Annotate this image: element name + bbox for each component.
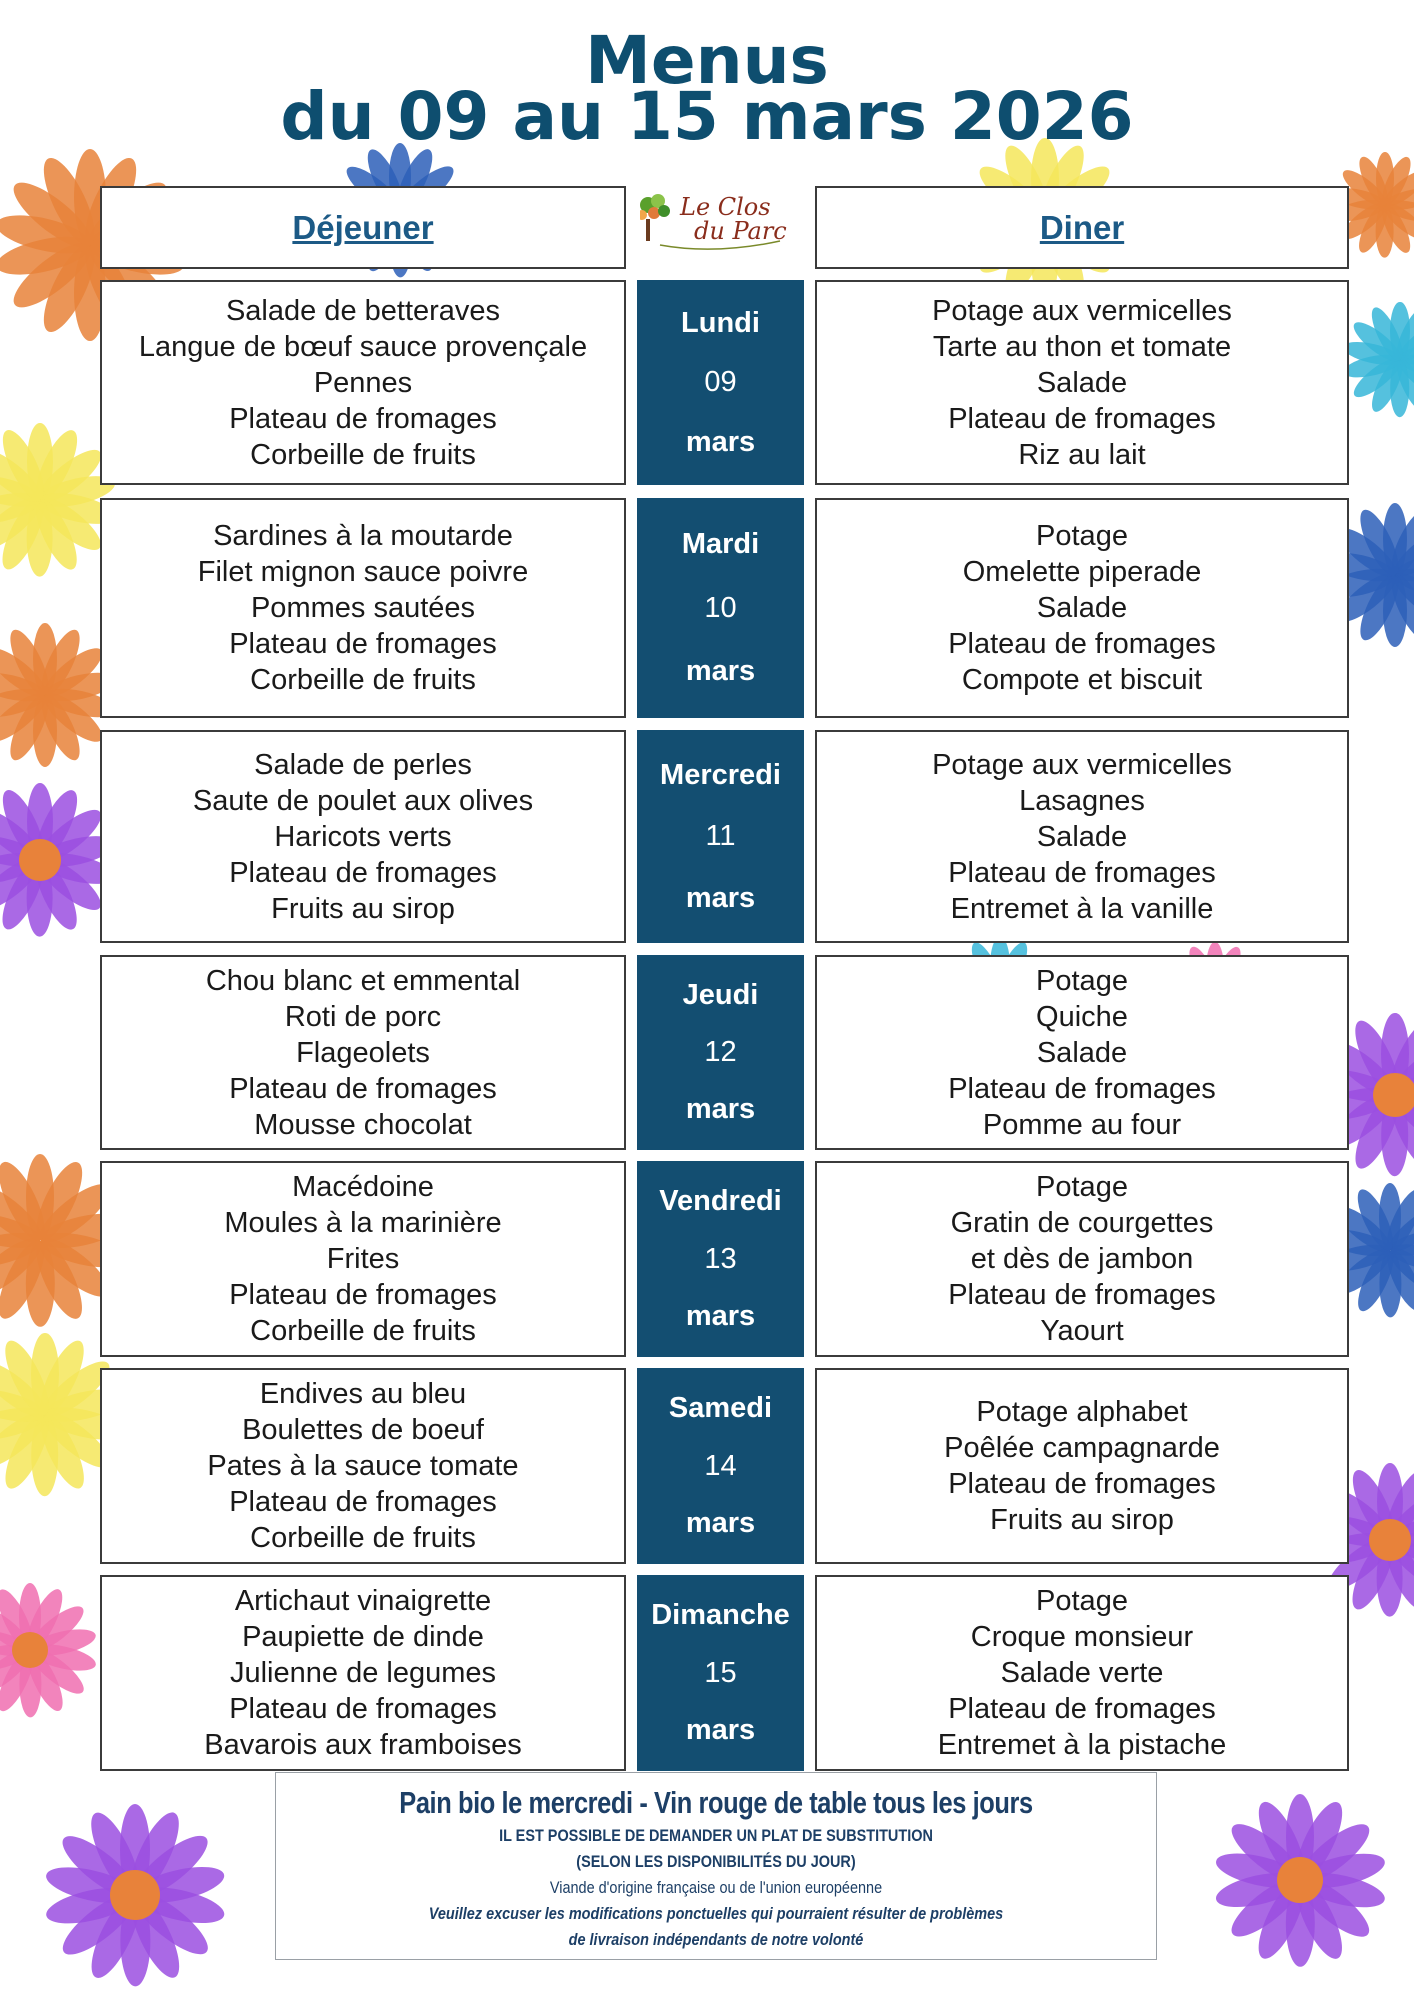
menu-item: Entremet à la pistache	[937, 1729, 1227, 1761]
menu-item: Potage	[1036, 964, 1128, 997]
menu-item: Potage alphabet	[976, 1396, 1188, 1428]
menu-item: Boulettes de boeuf	[242, 1414, 484, 1446]
lunch-menu-samedi	[100, 1368, 626, 1564]
menu-item: et dès de jambon	[970, 1243, 1194, 1275]
menu-item: Plateau de fromages	[948, 1693, 1216, 1725]
logo-text	[680, 195, 787, 243]
menu-item: Plateau de fromages	[229, 856, 497, 889]
footer-apology-2: de livraison indépendants de notre volonté	[568, 1930, 864, 1949]
menu-item: Paupiette de dinde	[242, 1621, 484, 1653]
footer-origin: Viande d'origine française ou de l'union européenne	[549, 1878, 883, 1897]
menu-item: Plateau de fromages	[229, 1279, 497, 1311]
lunch-menu-dimanche	[100, 1575, 626, 1771]
menu-item: Langue de bœuf sauce provençale	[138, 330, 588, 363]
day-month: mars	[685, 881, 756, 914]
day-name: Dimanche	[651, 1599, 790, 1632]
menu-item: Plateau de fromages	[229, 1486, 497, 1518]
flower-decoration-icon	[1210, 1790, 1390, 1970]
menu-item: Pates à la sauce tomate	[207, 1450, 519, 1482]
menu-item: Frites	[326, 1243, 400, 1275]
menu-item: Sardines à la moutarde	[213, 520, 513, 552]
menu-item: Haricots verts	[274, 820, 452, 853]
menu-item: Plateau de fromages	[948, 1279, 1216, 1311]
dinner-menu-jeudi	[815, 955, 1349, 1150]
menu-item: Flageolets	[296, 1036, 430, 1069]
menu-item: Omelette piperade	[962, 556, 1202, 588]
day-label-mardi	[637, 498, 804, 718]
menu-item: Yaourt	[1040, 1315, 1124, 1347]
menu-item: Gratin de courgettes	[950, 1207, 1214, 1239]
day-month: mars	[685, 1713, 756, 1746]
day-label-mercredi	[637, 730, 804, 943]
menu-item: Macédoine	[292, 1171, 434, 1203]
menu-item: Corbeille de fruits	[250, 664, 476, 696]
day-name: Lundi	[681, 306, 760, 339]
menu-item: Potage aux vermicelles	[932, 748, 1232, 781]
menu-item: Filet mignon sauce poivre	[197, 556, 529, 588]
menu-item: Croque monsieur	[970, 1621, 1194, 1653]
menu-item: Poêlée campagnarde	[944, 1432, 1220, 1464]
logo-line-2: du Parc	[694, 217, 787, 245]
menu-item: Salade	[1036, 592, 1128, 624]
menu-item: Plateau de fromages	[229, 628, 497, 660]
menu-item: Plateau de fromages	[948, 628, 1216, 660]
day-label-lundi	[637, 280, 804, 485]
menu-item: Salade	[1036, 820, 1128, 853]
menu-item: Quiche	[1036, 1000, 1128, 1033]
menu-item: Compote et biscuit	[961, 664, 1203, 696]
dinner-menu-samedi	[815, 1368, 1349, 1564]
dinner-menu-mardi	[815, 498, 1349, 718]
day-label-jeudi	[637, 955, 804, 1150]
page-title: Menus	[585, 22, 829, 99]
menu-item: Corbeille de fruits	[250, 1522, 476, 1554]
menu-item: Tarte au thon et tomate	[932, 330, 1232, 363]
menu-item: Lasagnes	[1019, 784, 1145, 817]
menu-item: Mousse chocolat	[254, 1108, 472, 1141]
day-name: Mardi	[681, 528, 760, 561]
day-number: 14	[704, 1449, 737, 1482]
menu-item: Artichaut vinaigrette	[234, 1585, 492, 1617]
menu-item: Salade verte	[1000, 1657, 1164, 1689]
menu-item: Potage	[1036, 1171, 1128, 1203]
day-number: 12	[704, 1036, 737, 1068]
menu-item: Salade	[1036, 1036, 1128, 1069]
menu-item: Potage aux vermicelles	[932, 294, 1232, 327]
menu-item: Saute de poulet aux olives	[192, 784, 534, 817]
menu-item: Fruits au sirop	[271, 892, 455, 925]
flower-decoration-icon	[40, 1800, 230, 1990]
day-number: 09	[704, 366, 737, 398]
page-subtitle-dates: du 09 au 15 mars 2026	[280, 78, 1134, 155]
footer-headline: Pain bio le mercredi - Vin rouge de table tous les jours	[399, 1785, 1033, 1820]
flower-decoration-icon	[1340, 300, 1414, 420]
day-number: 11	[705, 820, 736, 852]
day-label-samedi	[637, 1368, 804, 1564]
menu-item: Plateau de fromages	[229, 1693, 497, 1725]
menu-item: Moules à la marinière	[224, 1207, 502, 1239]
menu-item: Salade de betteraves	[225, 294, 501, 327]
day-month: mars	[685, 654, 756, 687]
menu-item: Riz au lait	[1018, 438, 1146, 471]
lunch-menu-mercredi	[100, 730, 626, 943]
lunch-menu-vendredi	[100, 1161, 626, 1357]
lunch-header	[100, 186, 626, 269]
dinner-menu-lundi	[815, 280, 1349, 485]
footer-availability: (SELON LES DISPONIBILITÉS DU JOUR)	[576, 1852, 856, 1871]
day-number: 10	[704, 591, 737, 624]
footer-substitution: IL EST POSSIBLE DE DEMANDER UN PLAT DE SUBSTITUTION	[499, 1826, 933, 1845]
menu-item: Salade de perles	[254, 748, 472, 781]
menu-item: Entremet à la vanille	[950, 892, 1214, 925]
menu-item: Potage	[1036, 1585, 1128, 1617]
day-label-vendredi	[637, 1161, 804, 1357]
menu-item: Corbeille de fruits	[250, 438, 476, 471]
dinner-header-label[interactable]: Diner	[1039, 208, 1125, 246]
logo-line-1: Le Clos	[680, 193, 771, 221]
dinner-header	[815, 186, 1349, 269]
menu-item: Pommes sautées	[250, 592, 476, 624]
day-number: 13	[704, 1242, 737, 1275]
menu-item: Endives au bleu	[259, 1378, 467, 1410]
lunch-header-label[interactable]: Déjeuner	[292, 208, 434, 246]
dinner-menu-mercredi	[815, 730, 1349, 943]
menu-item: Plateau de fromages	[229, 1072, 497, 1105]
day-name: Samedi	[668, 1392, 773, 1425]
lunch-menu-mardi	[100, 498, 626, 718]
menu-item: Pennes	[313, 366, 413, 399]
menu-item: Corbeille de fruits	[250, 1315, 476, 1347]
menu-item: Pomme au four	[982, 1108, 1182, 1141]
day-name: Vendredi	[659, 1185, 782, 1218]
menu-item: Plateau de fromages	[948, 856, 1216, 889]
menu-item: Plateau de fromages	[229, 402, 497, 435]
menu-item: Fruits au sirop	[990, 1504, 1174, 1536]
day-month: mars	[685, 1299, 756, 1332]
lunch-menu-jeudi	[100, 955, 626, 1150]
menu-item: Julienne de legumes	[229, 1657, 496, 1689]
lunch-menu-lundi	[100, 280, 626, 485]
day-label-dimanche	[637, 1575, 804, 1771]
flower-decoration-icon	[0, 1580, 100, 1720]
menu-item: Chou blanc et emmental	[205, 964, 521, 997]
menu-item: Plateau de fromages	[948, 1468, 1216, 1500]
menu-item: Potage	[1036, 520, 1128, 552]
day-month: mars	[685, 1093, 756, 1125]
day-month: mars	[685, 1506, 756, 1539]
dinner-menu-vendredi	[815, 1161, 1349, 1357]
dinner-menu-dimanche	[815, 1575, 1349, 1771]
footer-notes	[275, 1772, 1157, 1960]
menu-item: Bavarois aux framboises	[204, 1729, 522, 1761]
menu-item: Salade	[1036, 366, 1128, 399]
footer-apology-1: Veuillez excuser les modifications ponctuelles qui pourraient résulter de problèmes	[428, 1904, 1004, 1923]
day-name: Jeudi	[682, 979, 759, 1011]
day-month: mars	[685, 425, 756, 458]
menu-item: Plateau de fromages	[948, 402, 1216, 435]
menu-item: Plateau de fromages	[948, 1072, 1216, 1105]
day-number: 15	[704, 1656, 737, 1689]
day-name: Mercredi	[660, 758, 781, 791]
menu-item: Roti de porc	[284, 1000, 442, 1033]
